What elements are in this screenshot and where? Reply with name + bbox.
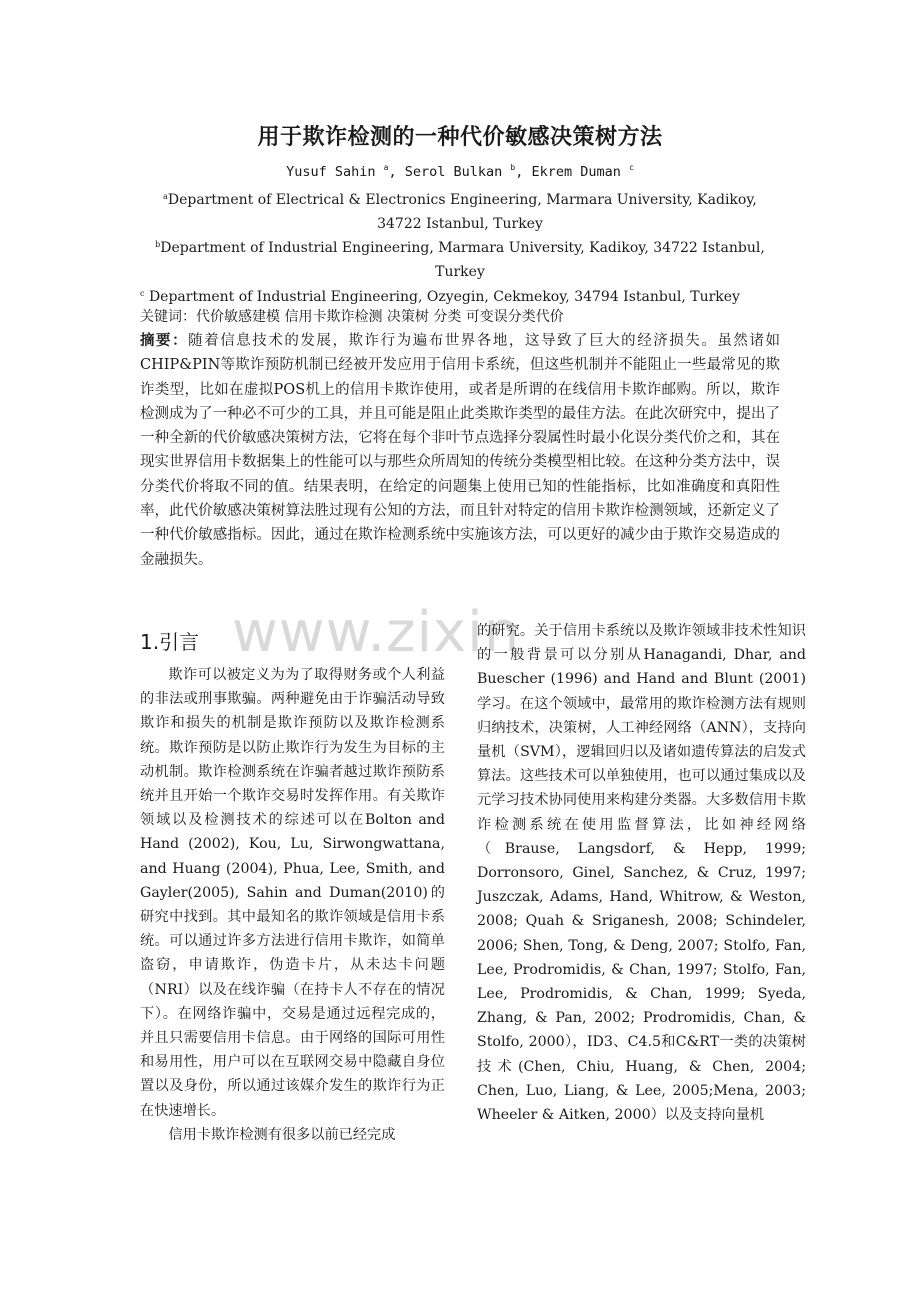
author-name: Serol Bulkan bbox=[404, 164, 503, 180]
author-separator: , bbox=[388, 164, 397, 180]
paper-title: 用于欺诈检测的一种代价敏感决策树方法 bbox=[257, 125, 663, 150]
left-column bbox=[140, 663, 445, 1147]
affiliation-text: Department of Electrical & Electronics Engineering, Marmara University, Kadikoy, 34722 Istanbul, Turkey bbox=[167, 192, 757, 232]
affiliation-mark: c bbox=[140, 289, 145, 298]
author-separator: , bbox=[515, 164, 524, 180]
affiliation-text: Department of Industrial Engineering, Marmara University, Kadikoy, 34722 Istanbul, Turkey bbox=[160, 240, 765, 280]
watermark: www.zixin bbox=[232, 600, 521, 665]
body-paragraph: 欺诈可以被定义为为了取得财务或个人利益的非法或刑事欺骗。两种避免由于诈骗活动导致欺诈和损失的机制是欺诈预防以及欺诈检测系统。欺诈预防是以防止欺诈行为发生为目标的主动机制。欺诈检测系统在诈骗者越过欺诈预防系统并且开始一个欺诈交易时发挥作用。有关欺诈领域以及检测技术的综述可以在Bolton and Hand (2002), Kou, Lu, Sirwongwattana, and Huang (2004), Phua, Lee, Smith, and Gayler(2005), Sahin and Duman(2010)的研究中找到。其中最知名的欺诈领域是信用卡系统。可以通过许多方法进行信用卡欺诈，如简单盗窃，申请欺诈，伪造卡片，从未达卡问题（NRI）以及在线诈骗（在持卡人不存在的情况下）。在网络诈骗中，交易是通过远程完成的，并且只需要信用卡信息。由于网络的国际可用性和易用性，用户可以在互联网交易中隐藏自身位置以及身份，所以通过该媒介发生的欺诈行为正在快速增长。 bbox=[140, 667, 445, 1119]
author-affiliation-mark: a bbox=[383, 163, 389, 172]
body-paragraph: 的研究。关于信用卡系统以及欺诈领域非技术性知识的一般背景可以分别从Hanagandi, Dhar, and Buescher (1996) and Hand and Blunt (2001)学习。在这个领域中，最常用的欺诈检测方法有规则归纳技术，决策树，人工神经网络（ANN），支持向量机（SVM），逻辑回归以及诸如遗传算法的启发式算法。这些技术可以单独使用，也可以通过集成以及元学习技术协同使用来构建分类器。大多数信用卡欺诈检测系统在使用监督算法，比如神经网络（Brause, Langsdorf, & Hepp, 1999; Dorronsoro, Ginel, Sanchez, & Cruz, 1997; Juszczak, Adams, Hand, Whitrow, & Weston, 2008; Quah & Sriganesh, 2008; Schindeler, 2006; Shen, Tong, & Deng, 2007; Stolfo, Fan, Lee, Prodromidis, & Chan, 1997; Stolfo, Fan, Lee, Prodromidis, & Chan, 1999; Syeda, Zhang, & Pan, 2002; Prodromidis, Chan, & Stolfo, 2000），ID3、C4.5和C&RT一类的决策树技术(Chen, Chiu, Huang, & Chen, 2004; Chen, Luo, Liang, & Lee, 2005;Mena, 2003; Wheeler & Aitken, 2000）以及支持向量机 bbox=[477, 623, 806, 1124]
abstract-text: 随着信息技术的发展，欺诈行为遍布世界各地，这导致了巨大的经济损失。虽然诸如CHIP&PIN等欺诈预防机制已经被开发应用于信用卡系统，但这些机制并不能阻止一些最常见的欺诈类型，比如在虚拟POS机上的信用卡欺诈使用，或者是所谓的在线信用卡欺诈邮购。所以，欺诈检测成为了一种必不可少的工具，并且可能是阻止此类欺诈类型的最佳方法。在此次研究中，提出了一种全新的代价敏感决策树方法，它将在每个非叶节点选择分裂属性时最小化误分类代价之和，其在现实世界信用卡数据集上的性能可以与那些众所周知的传统分类模型相比较。在这种分类方法中，误分类代价将取不同的值。结果表明，在给定的问题集上使用已知的性能指标，比如准确度和真阳性率，此代价敏感决策树算法胜过现有公知的方法，而且针对特定的信用卡欺诈检测领域，还新定义了一种代价敏感指标。因此，通过在欺诈检测系统中实施该方法，可以更好的减少由于欺诈交易造成的金融损失。 bbox=[140, 333, 781, 568]
section-heading: 1.引言 bbox=[140, 630, 200, 654]
right-column bbox=[477, 619, 806, 1127]
author-affiliation-mark: b bbox=[510, 163, 516, 172]
affiliation-mark: b bbox=[155, 240, 161, 249]
affiliation-a bbox=[140, 185, 780, 236]
affiliation-b bbox=[140, 233, 780, 284]
affiliation-text: Department of Industrial Engineering, Ozyegin, Cekmekoy, 34794 Istanbul, Turkey bbox=[148, 289, 740, 305]
author-name: Ekrem Duman bbox=[531, 164, 621, 180]
keywords: 关键词：代价敏感建模 信用卡欺诈检测 决策树 分类 可变误分类代价 bbox=[140, 309, 564, 325]
abstract-label: 摘要： bbox=[140, 332, 189, 349]
author-name: Yusuf Sahin bbox=[286, 164, 376, 180]
affiliation-mark: a bbox=[163, 192, 168, 201]
body-paragraph: 信用卡欺诈检测有很多以前已经完成 bbox=[168, 1126, 396, 1143]
abstract bbox=[140, 329, 780, 572]
author-list bbox=[0, 163, 920, 180]
author-affiliation-mark: c bbox=[629, 163, 634, 172]
